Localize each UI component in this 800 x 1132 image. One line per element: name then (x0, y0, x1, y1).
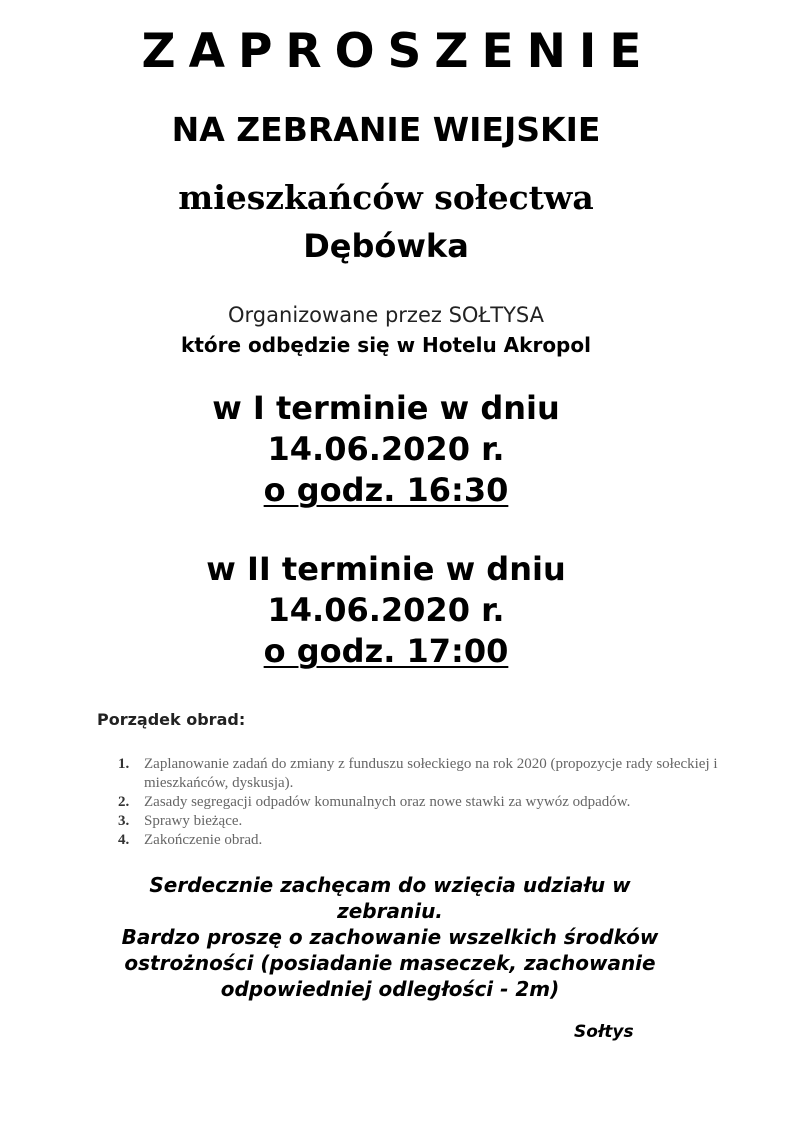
signature: Sołtys (574, 1022, 634, 1042)
agenda-item-number: 2. (118, 794, 130, 810)
closing-message (0, 872, 780, 1002)
closing-line: zebraniu. (337, 899, 443, 923)
agenda-item-number: 1. (118, 756, 130, 772)
first-term-label: w I terminie w dniu (212, 389, 560, 427)
agenda-item (0, 755, 780, 793)
organizer-line: Organizowane przez SOŁTYSA (228, 303, 544, 327)
first-term-date: 14.06.2020 r. (267, 430, 505, 468)
agenda-item (0, 831, 780, 850)
agenda-item-text: Zasady segregacji odpadów komunalnych oraz nowe stawki za wywóz odpadów. (144, 794, 631, 810)
agenda-item (0, 793, 780, 812)
village-name: Dębówka (303, 227, 469, 265)
agenda-item-number: 3. (118, 813, 130, 829)
closing-line: odpowiedniej odległości - 2m) (220, 977, 560, 1001)
closing-line: ostrożności (posiadanie maseczek, zachowanie (124, 951, 656, 975)
agenda-item-text: Zakończenie obrad. (144, 832, 263, 848)
agenda-item-text: Zaplanowanie zadań do zmiany z funduszu sołeckiego na rok 2020 (propozycje rady sołeckiej i mieszkańców, dyskusja). (144, 756, 718, 791)
closing-line: Bardzo proszę o zachowanie wszelkich środków (121, 925, 659, 949)
document-title: ZAPROSZENIE (141, 24, 655, 79)
second-term (0, 549, 772, 672)
agenda-heading: Porządek obrad: (97, 710, 246, 729)
closing-line: Serdecznie zachęcam do wzięcia udziału w (149, 873, 631, 897)
first-term-time: o godz. 16:30 (263, 471, 509, 509)
residents-line: mieszkańców sołectwa (178, 178, 594, 217)
agenda-item-text: Sprawy bieżące. (144, 813, 243, 829)
document-subtitle: NA ZEBRANIE WIEJSKIE (171, 110, 601, 149)
agenda-list (0, 755, 780, 850)
agenda-item-number: 4. (118, 832, 130, 848)
first-term (0, 388, 772, 511)
venue-line: które odbędzie się w Hotelu Akropol (181, 333, 591, 357)
second-term-time: o godz. 17:00 (263, 632, 509, 670)
second-term-label: w II terminie w dniu (206, 550, 566, 588)
agenda-item (0, 812, 780, 831)
second-term-date: 14.06.2020 r. (267, 591, 505, 629)
